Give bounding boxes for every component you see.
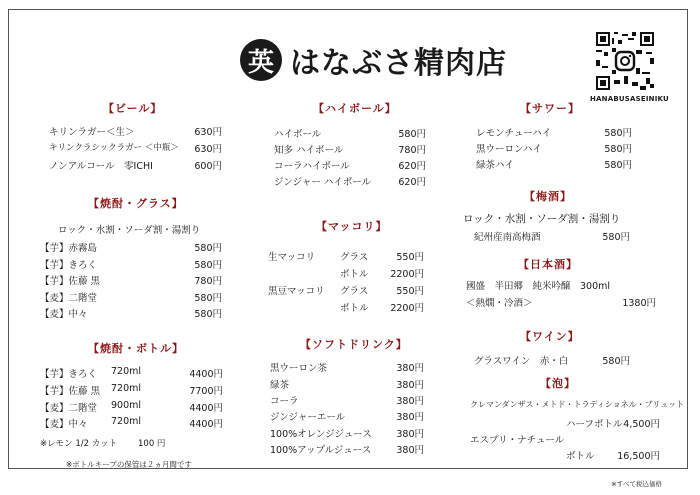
- style-line: ロック・水割・ソーダ割・湯割り: [58, 225, 201, 236]
- menu-item-price: 380円: [396, 412, 424, 423]
- menu-item-price: 4400円: [189, 403, 223, 414]
- lemon-note: ※レモン 1/2 カット: [40, 439, 118, 449]
- menu-item-price: 580円: [604, 160, 632, 171]
- menu-item-name: 【麦】二階堂: [40, 403, 98, 414]
- menu-item-price: 4400円: [189, 419, 223, 430]
- menu-item-name: ジンジャーエール: [270, 412, 346, 423]
- menu-item-price: 380円: [396, 396, 424, 407]
- menu-item-price: 580円: [194, 309, 222, 320]
- section-title-soft-drink: 【ソフトドリンク】: [300, 338, 408, 351]
- menu-item-price: 580円: [194, 243, 222, 254]
- menu-item-name: 【芋】佐藤 黒: [40, 386, 101, 397]
- menu-item-name: クレマンダンザス・メトド・トラディショネル・ブリュット: [470, 400, 685, 409]
- menu-item-price: 380円: [396, 445, 424, 456]
- shop-logo: 英: [240, 39, 282, 81]
- menu-item-price: 7700円: [189, 386, 223, 397]
- menu-item-price: 580円: [602, 232, 630, 243]
- menu-item-name: コーラ: [270, 396, 299, 407]
- menu-item-price: 1380円: [622, 298, 656, 309]
- section-title-highball: 【ハイボール】: [313, 102, 397, 115]
- menu-item-price: 630円: [194, 144, 222, 155]
- menu-item-price: 2200円: [390, 269, 424, 280]
- menu-item-type: グラス: [340, 286, 369, 297]
- menu-item-size: ボトル: [566, 451, 595, 462]
- menu-item-price: 16,500円: [617, 451, 660, 462]
- menu-item-price: 600円: [194, 161, 222, 172]
- menu-item-price: 4400円: [189, 369, 223, 380]
- menu-item-price: 780円: [398, 145, 426, 156]
- menu-item-price: 580円: [194, 293, 222, 304]
- menu-item-price: 580円: [604, 128, 632, 139]
- bottle-keep-note: ※ボトルキープの保管は２ヵ月間です: [66, 460, 192, 469]
- tax-note: ※すべて税込価格: [611, 480, 662, 488]
- menu-item-name: 知多 ハイボール: [274, 145, 344, 156]
- shop-header: [240, 38, 507, 82]
- menu-item-name: 【芋】きろく: [40, 260, 98, 271]
- section-title-sour: 【サワー】: [520, 102, 580, 115]
- menu-item-price: 580円: [602, 356, 630, 367]
- menu-item-name: レモンチューハイ: [476, 128, 552, 139]
- menu-item-name: コーラハイボール: [274, 161, 350, 172]
- menu-item-name: 黒ウーロン茶: [270, 363, 328, 374]
- section-title-makgeolli: 【マッコリ】: [316, 220, 388, 233]
- menu-item-name: 100%アップルジュース: [270, 445, 372, 456]
- menu-item-name: ハイボール: [274, 129, 322, 140]
- menu-item-price: 550円: [396, 286, 424, 297]
- menu-item-type: グラス: [340, 252, 369, 263]
- lemon-price: 100 円: [138, 439, 166, 449]
- sake-serving-style: ＜熱燗・冷酒＞: [466, 298, 533, 309]
- menu-item-size: 720ml: [111, 383, 142, 394]
- menu-item-name: エスプリ・ナチュール: [470, 435, 565, 446]
- menu-item-price: 580円: [604, 144, 632, 155]
- menu-item-size: 900ml: [111, 400, 142, 411]
- menu-item-name: 【芋】佐藤 黒: [40, 276, 101, 287]
- section-title-beer: 【ビール】: [103, 102, 163, 115]
- menu-item-price: 780円: [194, 276, 222, 287]
- menu-item-name: 【麦】中々: [40, 419, 88, 430]
- menu-item-name: ノンアルコール 零ICHI: [49, 161, 153, 172]
- menu-item-price: 380円: [396, 380, 424, 391]
- menu-item-price: 620円: [398, 177, 426, 188]
- menu-item-type: ボトル: [340, 269, 369, 280]
- menu-item-size: 720ml: [111, 366, 142, 377]
- menu-item-price: 550円: [396, 252, 424, 263]
- menu-item-price: 580円: [398, 129, 426, 140]
- menu-item-name: 【芋】きろく: [40, 369, 98, 380]
- menu-item-price: 620円: [398, 161, 426, 172]
- menu-item-name: 生マッコリ: [268, 252, 316, 263]
- qr-caption: HANABUSASEINIKU: [590, 95, 669, 103]
- menu-item-name: 【麦】中々: [40, 309, 88, 320]
- menu-item-price: 4,500円: [623, 419, 660, 430]
- menu-item-name: 緑茶ハイ: [476, 160, 515, 171]
- section-title-sparkling: 【泡】: [540, 377, 576, 390]
- menu-item-price: 380円: [396, 429, 424, 440]
- menu-item-name: グラスワイン 赤・白: [474, 356, 569, 367]
- menu-item-name: 黒豆マッコリ: [268, 286, 325, 297]
- menu-item-name: 【麦】二階堂: [40, 293, 98, 304]
- menu-item-name: 黒ウーロンハイ: [476, 144, 542, 155]
- qr-code-icon: [596, 32, 654, 90]
- menu-item-name: キリンクラシックラガー ＜中瓶＞: [49, 143, 179, 153]
- shop-name: はなぶさ精肉店: [290, 46, 507, 81]
- section-title-sake: 【日本酒】: [518, 258, 578, 271]
- menu-item-name: 緑茶: [270, 380, 290, 391]
- menu-item-name: ジンジャー ハイボール: [274, 177, 372, 188]
- section-title-shochu-bottle: 【焼酎・ボトル】: [88, 342, 184, 355]
- menu-item-price: 2200円: [390, 303, 424, 314]
- menu-item-price: 580円: [194, 260, 222, 271]
- sake-item-name: 國盛 半田郷 純米吟醸 300ml: [466, 281, 611, 292]
- style-line: ロック・水割・ソーダ割・湯割り: [463, 213, 621, 225]
- menu-item-size: ハーフボトル: [566, 419, 623, 430]
- menu-item-size: 720ml: [111, 416, 142, 427]
- menu-item-price: 630円: [194, 127, 222, 138]
- menu-item-name: キリンラガー＜生＞: [49, 127, 135, 138]
- section-title-umeshu: 【梅酒】: [524, 190, 572, 203]
- menu-item-name: 【芋】赤霧島: [40, 243, 98, 254]
- menu-item-name: 紀州産南高梅酒: [474, 232, 541, 243]
- section-title-shochu-glass: 【焼酎・グラス】: [88, 197, 184, 210]
- section-title-wine: 【ワイン】: [520, 330, 580, 343]
- menu-item-type: ボトル: [340, 303, 369, 314]
- menu-item-price: 380円: [396, 363, 424, 374]
- menu-item-name: 100%オレンジジュース: [270, 429, 372, 440]
